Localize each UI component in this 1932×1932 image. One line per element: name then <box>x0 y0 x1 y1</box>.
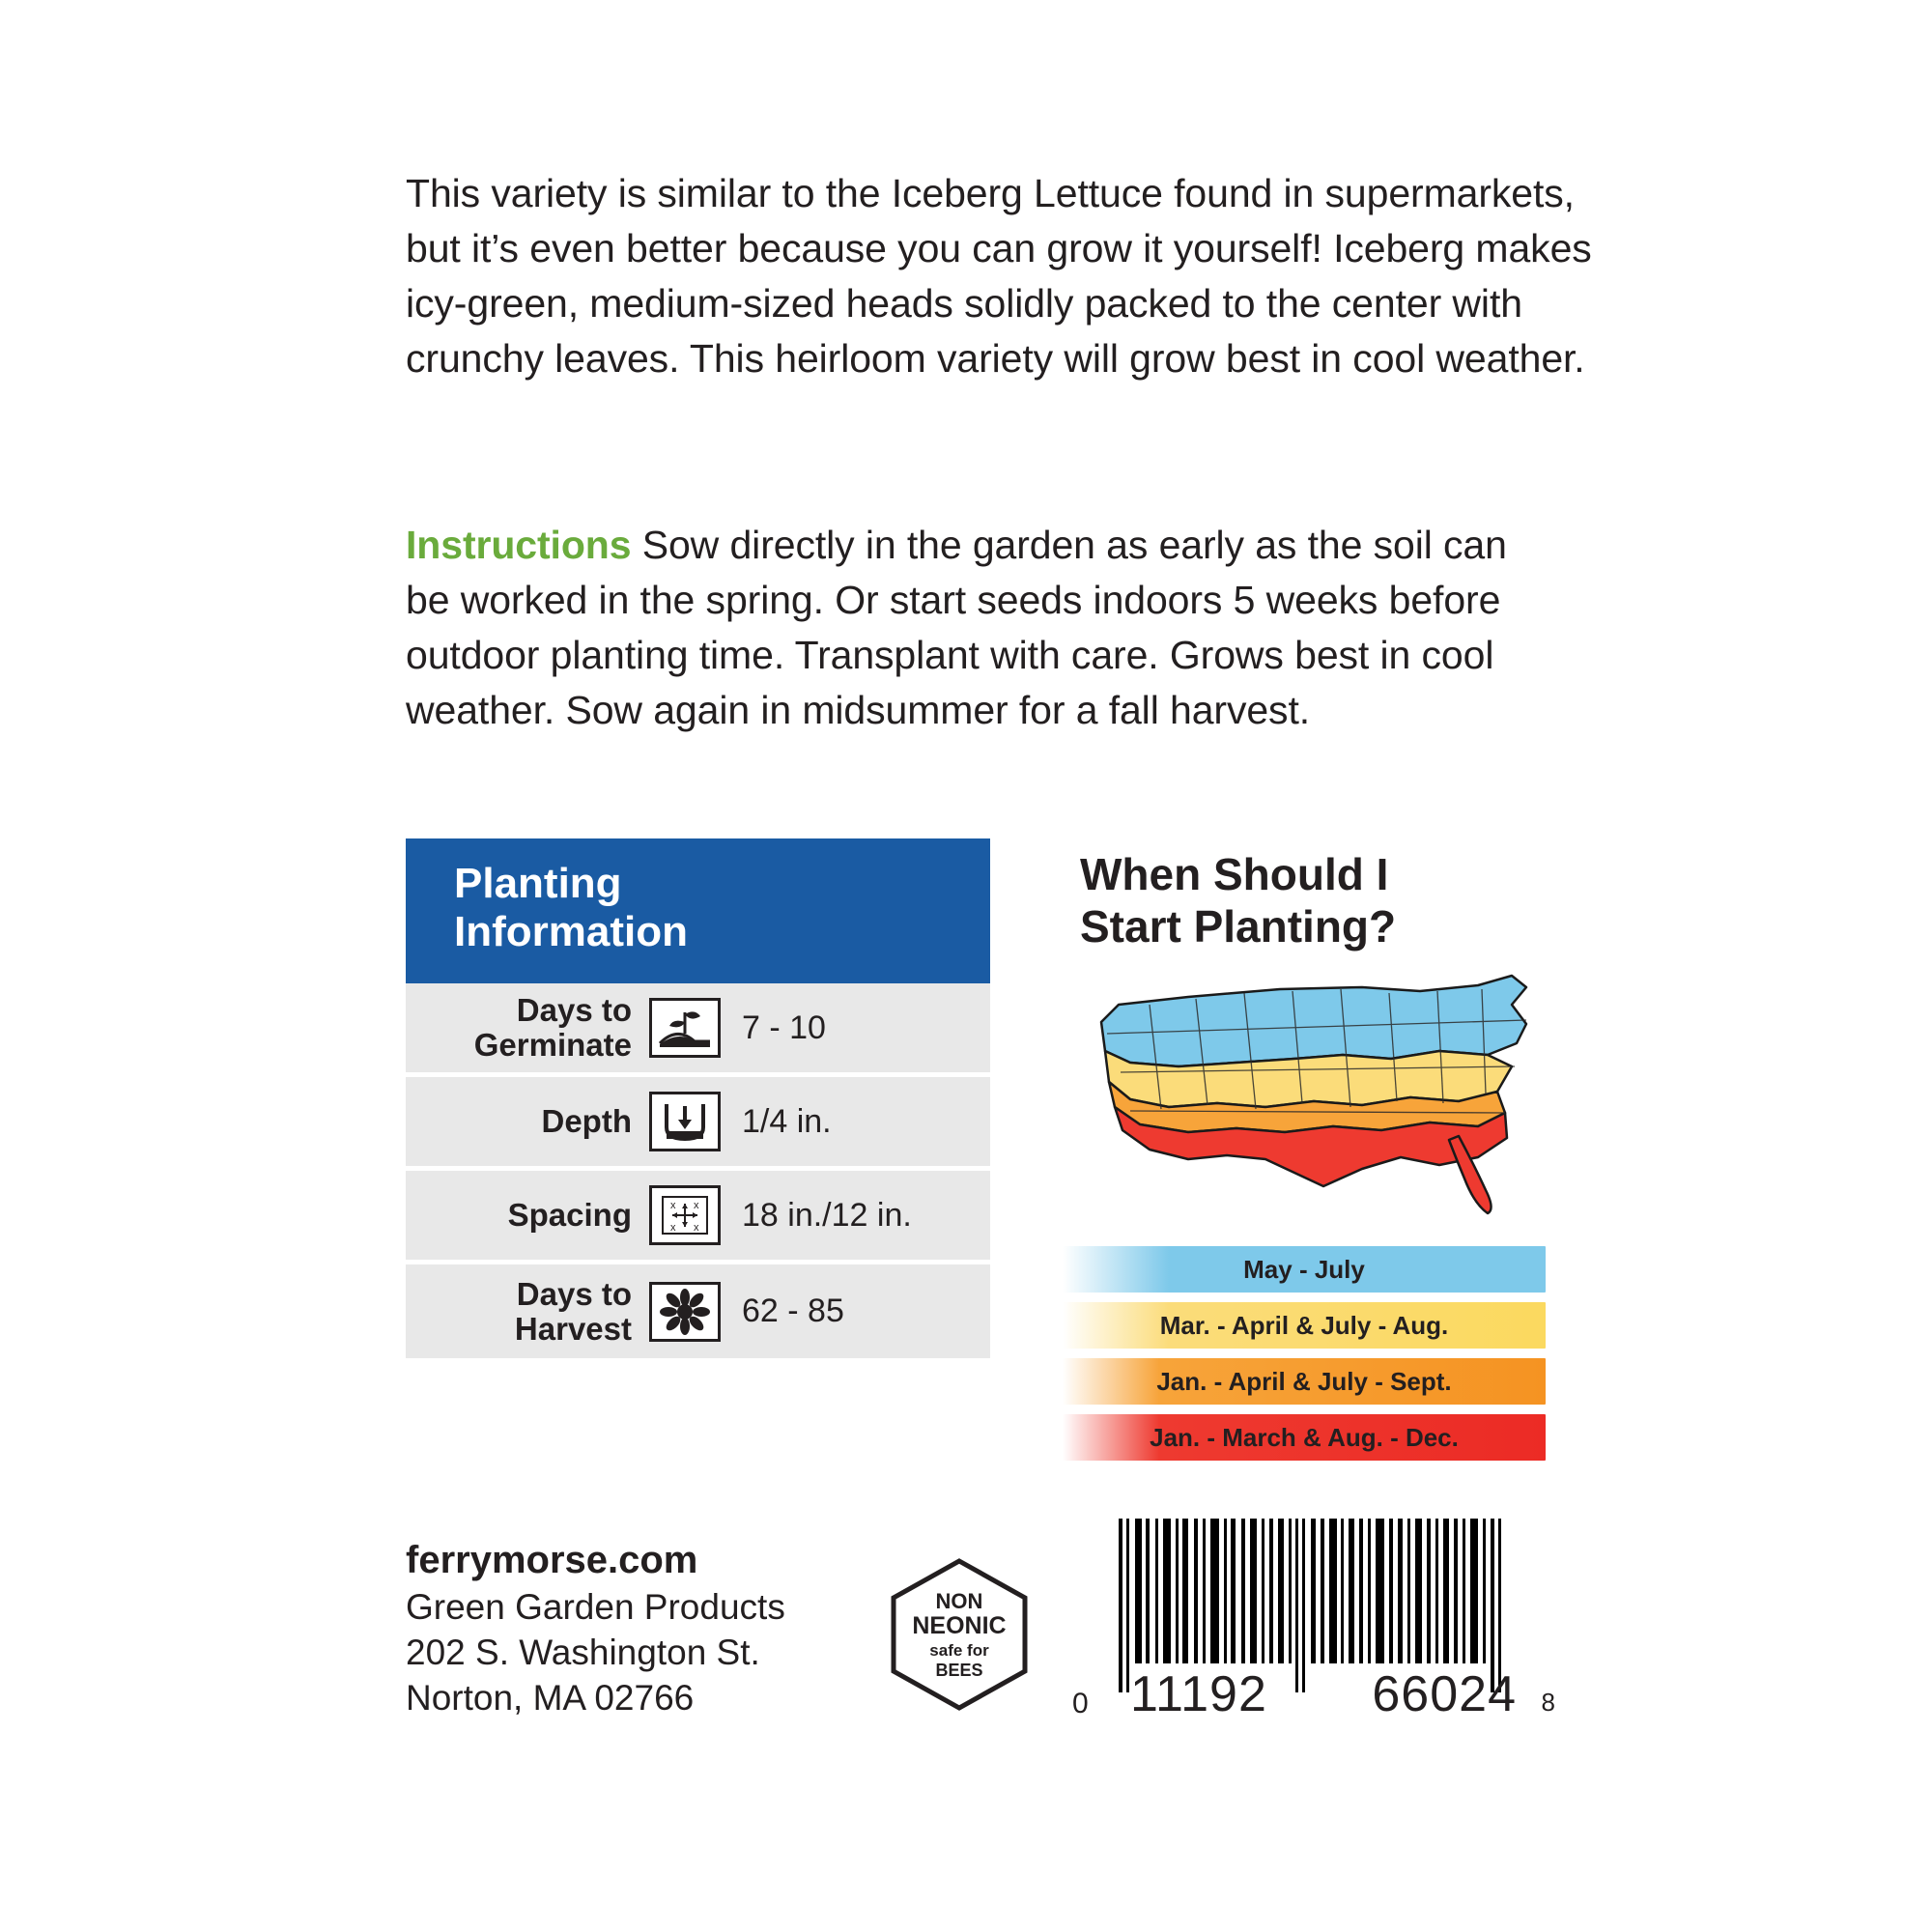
planting-information-title-line2: Information <box>454 908 688 955</box>
legend-item-yellow: Mar. - April & July - Aug. <box>1063 1302 1546 1349</box>
barcode-group-2: 66024 <box>1372 1666 1517 1722</box>
non-neonic-badge <box>887 1557 1032 1712</box>
row-value: 18 in./12 in. <box>742 1196 912 1234</box>
flower-icon <box>649 1282 721 1342</box>
instructions-label: Instructions <box>406 523 632 567</box>
barcode-right-digit: 8 <box>1541 1688 1555 1717</box>
row-value: 62 - 85 <box>742 1293 844 1329</box>
barcode-left-digit: 0 <box>1072 1688 1089 1719</box>
row-label-line1: Spacing <box>507 1197 632 1233</box>
badge-line-2: NEONIC <box>912 1611 1007 1639</box>
row-label-line1: Depth <box>541 1103 632 1139</box>
table-row <box>406 1077 990 1171</box>
instructions-text: Sow directly in the garden as early as the soil can be worked in the spring. Or start seeds indoors 5 weeks before outdoor planting time. Transplant with care. Grows best in cool weather. Sow again in midsummer for a fall harvest. <box>406 523 1507 732</box>
barcode-number <box>1130 1665 1517 1723</box>
row-label-line2: Harvest <box>514 1310 632 1347</box>
svg-text:x: x <box>670 1222 676 1234</box>
address-line-1: 202 S. Washington St. <box>406 1633 760 1672</box>
table-row <box>406 1264 990 1358</box>
planting-map-title <box>1080 848 1582 952</box>
planting-map-legend <box>1063 1246 1546 1470</box>
website-link[interactable]: ferrymorse.com <box>406 1539 698 1581</box>
row-label-line2: Germinate <box>473 1027 632 1063</box>
depth-icon <box>649 1092 721 1151</box>
legend-item-orange: Jan. - April & July - Sept. <box>1063 1358 1546 1405</box>
footer-address-block <box>406 1536 947 1720</box>
row-label <box>406 993 649 1063</box>
row-label-line1: Days to <box>516 1275 632 1312</box>
planting-map-title-line1: When Should I <box>1080 849 1389 899</box>
seedling-icon <box>649 998 721 1058</box>
row-label <box>406 1104 649 1139</box>
badge-line-4: BEES <box>935 1660 983 1680</box>
barcode-group-1: 11192 <box>1130 1666 1267 1722</box>
legend-item-red: Jan. - March & Aug. - Dec. <box>1063 1414 1546 1461</box>
planting-information-header <box>406 838 990 983</box>
table-row <box>406 983 990 1077</box>
badge-line-1: NON <box>935 1588 983 1613</box>
row-value: 1/4 in. <box>742 1102 832 1140</box>
planting-information-table <box>406 838 990 1358</box>
badge-line-3: safe for <box>929 1640 989 1660</box>
address-line-2: Norton, MA 02766 <box>406 1678 695 1718</box>
svg-text:x: x <box>694 1222 699 1234</box>
spacing-icon <box>649 1185 721 1245</box>
table-row <box>406 1171 990 1264</box>
usa-planting-zone-map <box>1072 966 1613 1227</box>
row-label <box>406 1277 649 1347</box>
description-block <box>406 166 1613 386</box>
svg-text:x: x <box>670 1200 676 1211</box>
barcode <box>1072 1519 1555 1741</box>
row-label <box>406 1198 649 1233</box>
row-value: 7 - 10 <box>742 1009 826 1046</box>
description-paragraph: This variety is similar to the Iceberg Lettuce found in supermarkets, but it’s even better because you can grow it yourself! Iceberg makes icy-green, medium-sized heads solidly packed to the center with crunchy leaves. This heirloom variety will grow best in cool weather. <box>406 171 1592 381</box>
company-name: Green Garden Products <box>406 1587 785 1627</box>
instructions-paragraph <box>406 518 1555 738</box>
planting-information-title-line1: Planting <box>454 860 622 907</box>
non-neonic-badge-text <box>887 1557 1032 1712</box>
planting-map-title-line2: Start Planting? <box>1080 901 1397 952</box>
row-label-line1: Days to <box>516 992 632 1028</box>
svg-text:x: x <box>694 1200 699 1211</box>
instructions-block <box>406 518 1555 738</box>
legend-item-blue: May - July <box>1063 1246 1546 1293</box>
